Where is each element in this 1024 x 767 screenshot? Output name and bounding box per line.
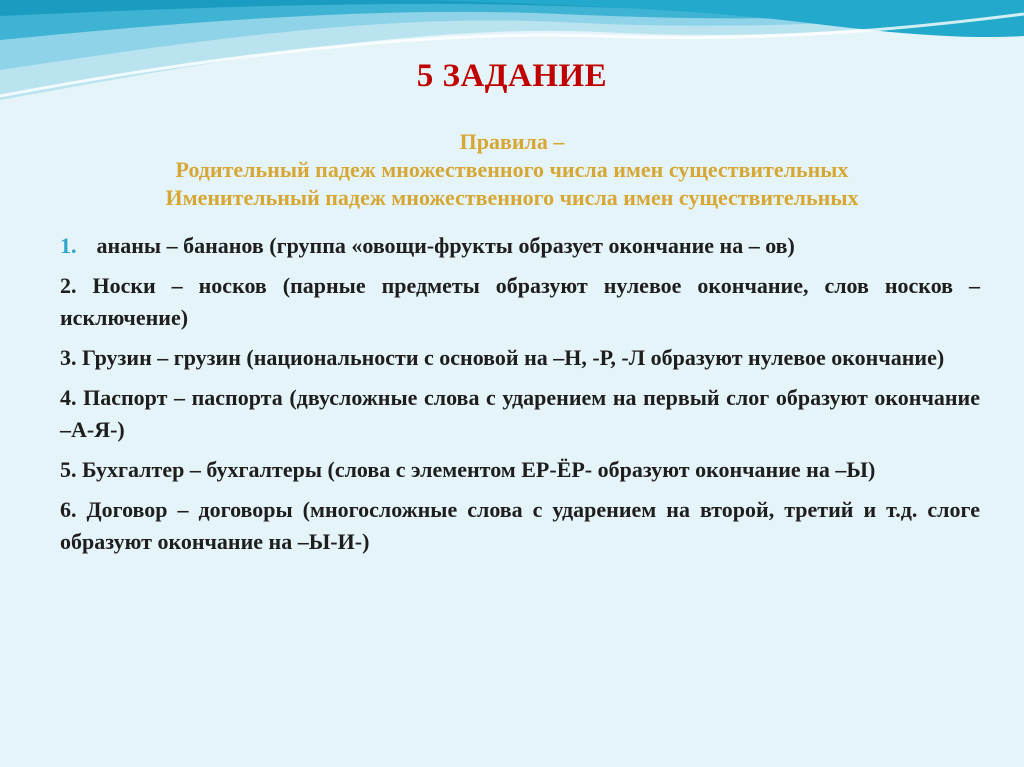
- rules-block: [40, 128, 984, 212]
- list-item: 6. Договор – договоры (многосложные слова с ударением на второй, третий и т.д. слоге образуют окончание на –Ы-И-): [60, 497, 980, 554]
- list-item: 3. Грузин – грузин (национальности с основой на –Н, -Р, -Л образуют нулевое окончание): [60, 345, 945, 370]
- list-item: 4. Паспорт – паспорта (двусложные слова с ударением на первый слог образуют окончание –А-Я-): [60, 385, 980, 442]
- examples-list: [60, 230, 980, 566]
- list-item: 2. Носки – носков (парные предметы образуют нулевое окончание, слов носков – исключение): [60, 273, 980, 330]
- rules-heading: Правила –: [459, 129, 565, 154]
- list-item: [60, 230, 980, 262]
- list-item: 5. Бухгалтер – бухгалтеры (слова с элементом ЕР-ЁР- образуют окончание на –Ы): [60, 457, 876, 482]
- rules-line-nominative: Именительный падеж множественного числа имен существительных: [165, 185, 859, 210]
- rules-line-genitive: Родительный падеж множественного числа имен существительных: [175, 157, 849, 182]
- item-number: 1.: [60, 233, 77, 258]
- item-first-letter: Б: [82, 233, 97, 258]
- item-text: ананы – бананов (группа «овощи-фрукты образует окончание на – ов): [96, 233, 795, 258]
- slide-title: 5 ЗАДАНИЕ: [416, 58, 608, 94]
